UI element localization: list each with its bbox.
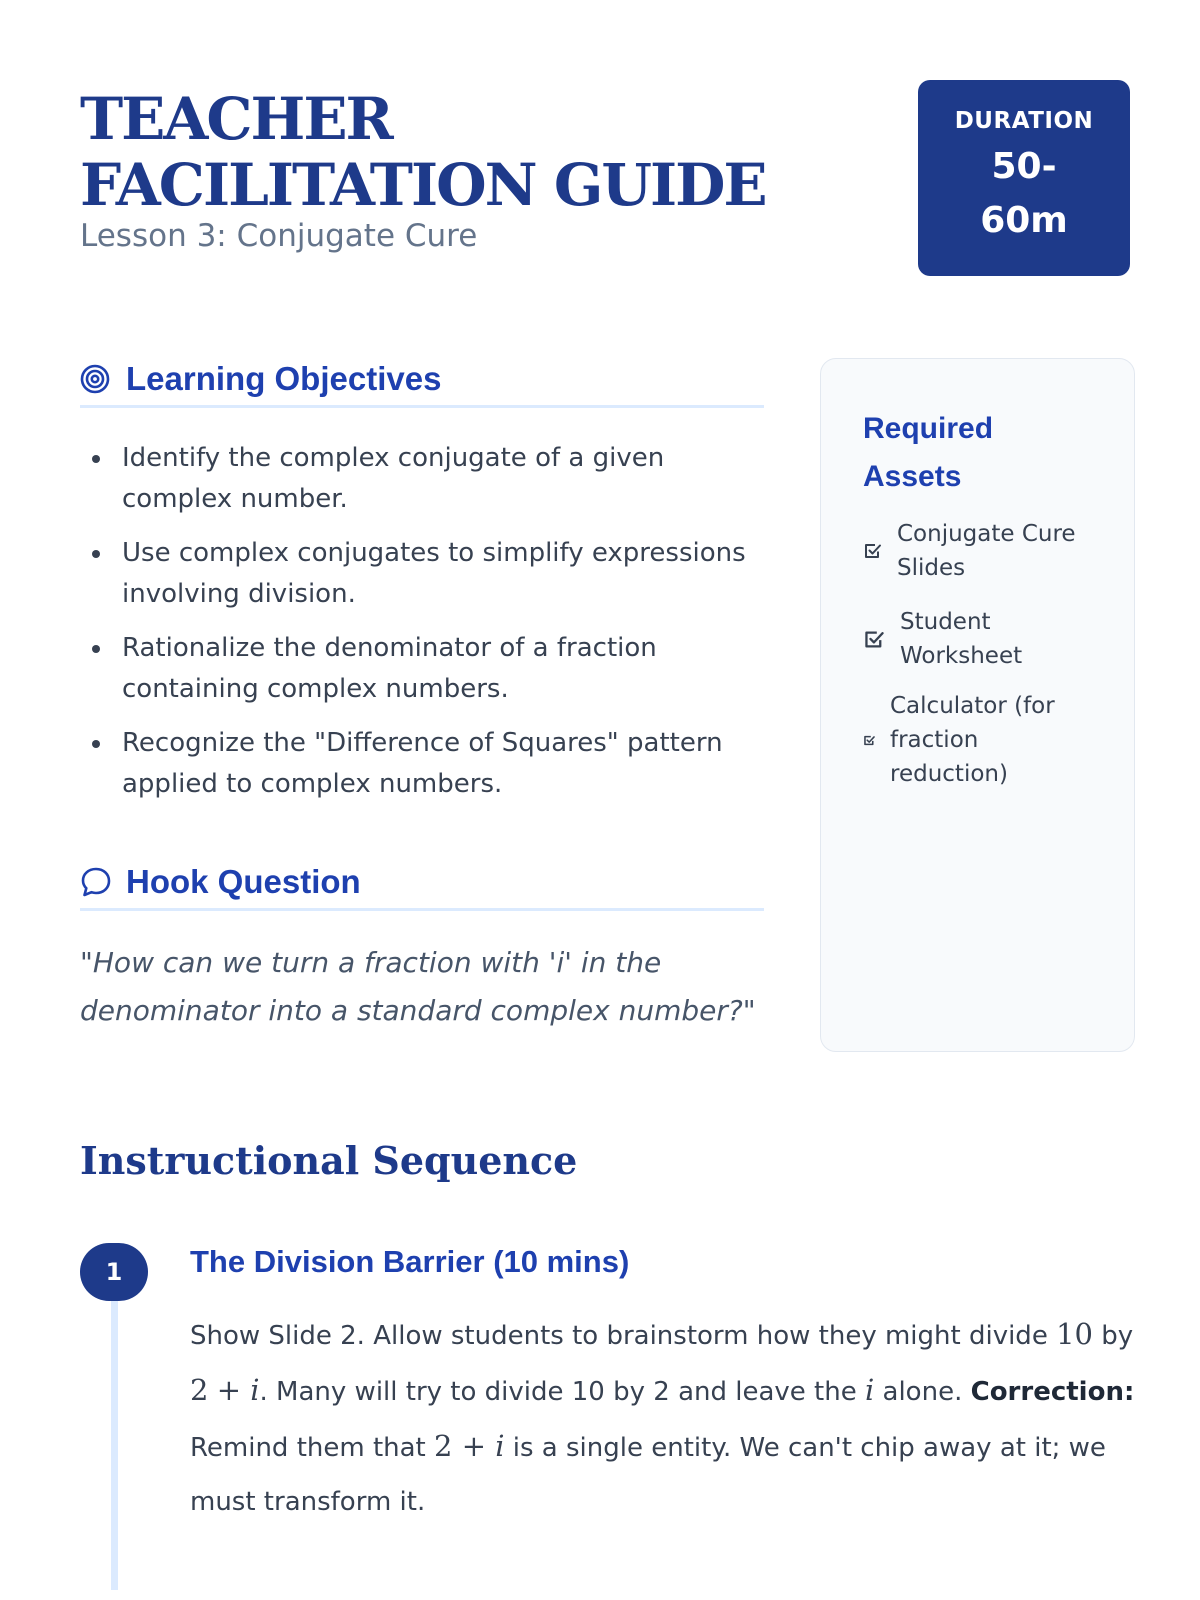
math-expression — [434, 1429, 504, 1463]
math-expression: 2 — [190, 1373, 209, 1407]
asset-label: Conjugate Cure Slides — [897, 521, 1076, 581]
sequence-heading: Instructional Sequence — [80, 1138, 578, 1183]
step-text: Show Slide 2. Allow students to brainstorm how they might divide — [190, 1321, 1057, 1351]
step-number-badge: 1 — [80, 1243, 148, 1301]
asset-label: Student Worksheet — [900, 609, 1023, 669]
asset-label: Calculator (for fraction reduction) — [890, 693, 1055, 787]
hook-heading: Hook Question — [126, 862, 361, 900]
objectives-heading: Learning Objectives — [126, 359, 442, 397]
timeline-line — [111, 1290, 118, 1590]
required-assets-panel — [820, 358, 1135, 1052]
step-text: by — [1092, 1321, 1134, 1351]
math-variable: i — [250, 1373, 260, 1407]
math-variable: i — [864, 1373, 875, 1407]
step-title: The Division Barrier (10 mins) — [190, 1244, 630, 1279]
objectives-header — [80, 352, 764, 408]
asset-item — [863, 517, 1103, 585]
step-text: alone. — [874, 1377, 971, 1407]
lesson-subtitle: Lesson 3: Conjugate Cure — [80, 218, 478, 254]
correction-label: Correction: — [970, 1377, 1135, 1407]
list-item: Recognize the "Difference of Squares" pattern applied to complex numbers. — [80, 723, 764, 805]
hook-question: "How can we turn a fraction with 'i' in the denominator into a standard complex number?" — [80, 946, 756, 1027]
list-item: Identify the complex conjugate of a given complex number. — [80, 438, 764, 520]
step-text: . Many will try to divide 10 by 2 and leave the — [259, 1377, 865, 1407]
math-expression — [217, 1373, 260, 1407]
checkbox-icon — [863, 628, 886, 651]
main-column — [80, 352, 764, 1035]
step-text: Remind them that — [190, 1433, 435, 1463]
assets-heading: Required Assets — [863, 412, 994, 493]
checkbox-icon — [863, 734, 876, 747]
target-icon — [80, 362, 114, 396]
math-expression — [865, 1373, 874, 1407]
chat-bubble-icon — [80, 865, 114, 899]
checkbox-icon — [863, 541, 883, 561]
duration-badge — [918, 80, 1130, 276]
asset-item — [863, 605, 1063, 673]
hook-section — [80, 855, 764, 1035]
objectives-list — [80, 438, 764, 805]
list-item: Use complex conjugates to simplify expressions involving division. — [80, 533, 764, 615]
math-expression: 10 — [1056, 1317, 1093, 1351]
header — [80, 80, 1130, 280]
step-text: is a single entity. We can't chip away at it; we must transform it. — [190, 1433, 1106, 1517]
duration-label: DURATION — [954, 108, 1094, 134]
duration-value: 50-60m — [980, 146, 1068, 241]
step-description — [190, 1307, 1135, 1529]
math-operator: 2 + — [434, 1429, 496, 1463]
asset-item — [863, 689, 1063, 791]
math-variable: i — [495, 1429, 505, 1463]
list-item: Rationalize the denominator of a fraction containing complex numbers. — [80, 628, 764, 710]
hook-header — [80, 855, 764, 911]
math-operator: + — [216, 1373, 251, 1407]
page-title: TEACHER FACILITATION GUIDE — [80, 85, 766, 219]
